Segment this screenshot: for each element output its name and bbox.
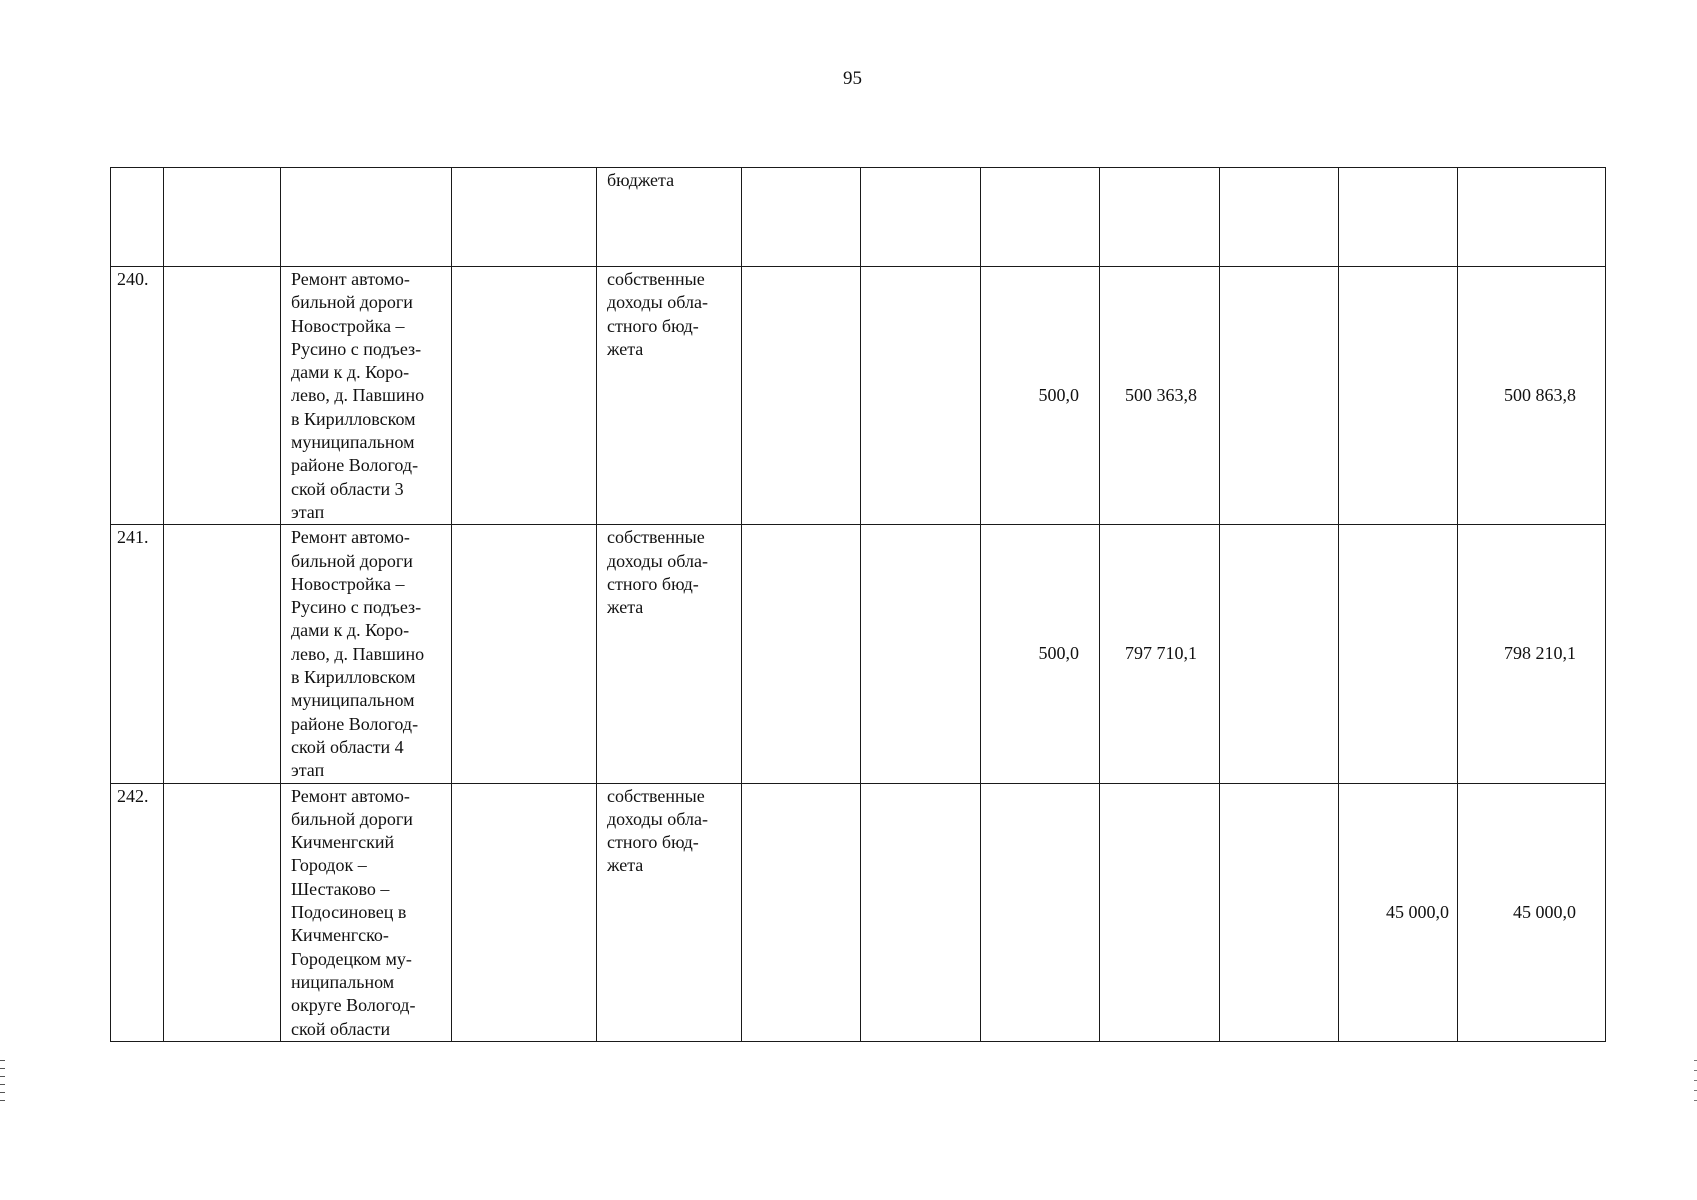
name-line: Новостройка –	[291, 315, 405, 336]
value-cell	[1220, 783, 1339, 1041]
value-cell: 500,0	[981, 267, 1100, 525]
funding-source-cell	[597, 267, 742, 525]
name-line: Шестаково –	[291, 878, 390, 899]
table-row	[111, 267, 1606, 525]
value-cell	[981, 168, 1100, 267]
value-cell	[742, 783, 861, 1041]
name-line: ской области 4	[291, 736, 404, 757]
source-line: собственные	[607, 785, 705, 806]
table-row	[111, 168, 1606, 267]
source-line: стного бюд-	[607, 315, 699, 336]
name-line: бильной дороги	[291, 808, 413, 829]
source-line: жета	[607, 338, 644, 359]
value-cell	[861, 525, 981, 783]
empty-cell	[452, 168, 597, 267]
row-number-cell: 241.	[111, 525, 164, 783]
scan-edge-marks	[0, 1060, 5, 1108]
name-line: дами к д. Коро-	[291, 620, 410, 641]
name-line: бильной дороги	[291, 292, 413, 313]
value-cell	[1100, 783, 1220, 1041]
name-line: Кичменгско-	[291, 925, 389, 946]
row-number-cell: 242.	[111, 783, 164, 1041]
value-cell: 45 000,0	[1339, 783, 1458, 1041]
name-line: округе Вологод-	[291, 995, 416, 1016]
value-cell: 797 710,1	[1100, 525, 1220, 783]
value-cell	[742, 525, 861, 783]
value-cell	[861, 783, 981, 1041]
source-line: собственные	[607, 527, 705, 548]
budget-table	[110, 167, 1606, 1042]
value-cell	[861, 267, 981, 525]
name-line: в Кирилловском	[291, 408, 416, 429]
name-line: ской области	[291, 1018, 391, 1039]
value-cell	[742, 267, 861, 525]
source-line: стного бюд-	[607, 832, 699, 853]
value-cell	[981, 783, 1100, 1041]
funding-source-cell	[597, 783, 742, 1041]
table-row	[111, 525, 1606, 783]
funding-source-cell	[597, 525, 742, 783]
name-line: Городок –	[291, 855, 367, 876]
empty-cell	[452, 267, 597, 525]
source-line: доходы обла-	[607, 808, 708, 829]
value-cell: 798 210,1	[1458, 525, 1606, 783]
name-line: ниципальном	[291, 971, 395, 992]
value-cell	[1339, 267, 1458, 525]
value-cell: 45 000,0	[1458, 783, 1606, 1041]
name-line: Подосиновец в	[291, 902, 407, 923]
object-name-cell	[281, 525, 452, 783]
value-cell: 500,0	[981, 525, 1100, 783]
object-name-cell	[281, 783, 452, 1041]
row-number-cell: 240.	[111, 267, 164, 525]
name-line: районе Вологод-	[291, 713, 419, 734]
empty-cell	[164, 267, 281, 525]
name-line: Ремонт автомо-	[291, 785, 410, 806]
value-cell	[1220, 168, 1339, 267]
name-line: лево, д. Павшино	[291, 385, 425, 406]
source-line: доходы обла-	[607, 292, 708, 313]
name-line: муниципальном	[291, 690, 415, 711]
empty-cell	[452, 525, 597, 783]
value-cell	[1100, 168, 1220, 267]
value-cell	[1339, 525, 1458, 783]
name-line: этап	[291, 760, 325, 781]
name-line: Русино с подъез-	[291, 597, 422, 618]
name-line: в Кирилловском	[291, 667, 416, 688]
value-cell: 500 363,8	[1100, 267, 1220, 525]
name-line: Ремонт автомо-	[291, 269, 410, 289]
source-line: стного бюд-	[607, 573, 699, 594]
table-row	[111, 783, 1606, 1041]
value-cell	[861, 168, 981, 267]
name-line: ской области 3	[291, 478, 404, 499]
value-cell	[1458, 168, 1606, 267]
value-cell	[1220, 267, 1339, 525]
page-number: 95	[843, 68, 862, 89]
value-cell: 500 863,8	[1458, 267, 1606, 525]
source-line: собственные	[607, 269, 705, 289]
source-line: бюджета	[607, 170, 675, 190]
name-line: этап	[291, 501, 325, 522]
name-line: Кичменгский	[291, 832, 395, 853]
value-cell	[1220, 525, 1339, 783]
funding-source-cell	[597, 168, 742, 267]
name-line: Новостройка –	[291, 573, 405, 594]
value-cell	[1339, 168, 1458, 267]
name-line: районе Вологод-	[291, 455, 419, 476]
row-number-cell	[111, 168, 164, 267]
name-line: Русино с подъез-	[291, 338, 422, 359]
name-line: бильной дороги	[291, 550, 413, 571]
name-line: дами к д. Коро-	[291, 362, 410, 383]
name-line: Городецком му-	[291, 948, 412, 969]
empty-cell	[164, 783, 281, 1041]
name-line: лево, д. Павшино	[291, 643, 425, 664]
source-line: доходы обла-	[607, 550, 708, 571]
empty-cell	[164, 168, 281, 267]
object-name-cell	[281, 267, 452, 525]
empty-cell	[164, 525, 281, 783]
source-line: жета	[607, 855, 644, 876]
empty-cell	[452, 783, 597, 1041]
object-name-cell	[281, 168, 452, 267]
name-line: Ремонт автомо-	[291, 527, 410, 548]
name-line: муниципальном	[291, 432, 415, 453]
source-line: жета	[607, 597, 644, 618]
value-cell	[742, 168, 861, 267]
